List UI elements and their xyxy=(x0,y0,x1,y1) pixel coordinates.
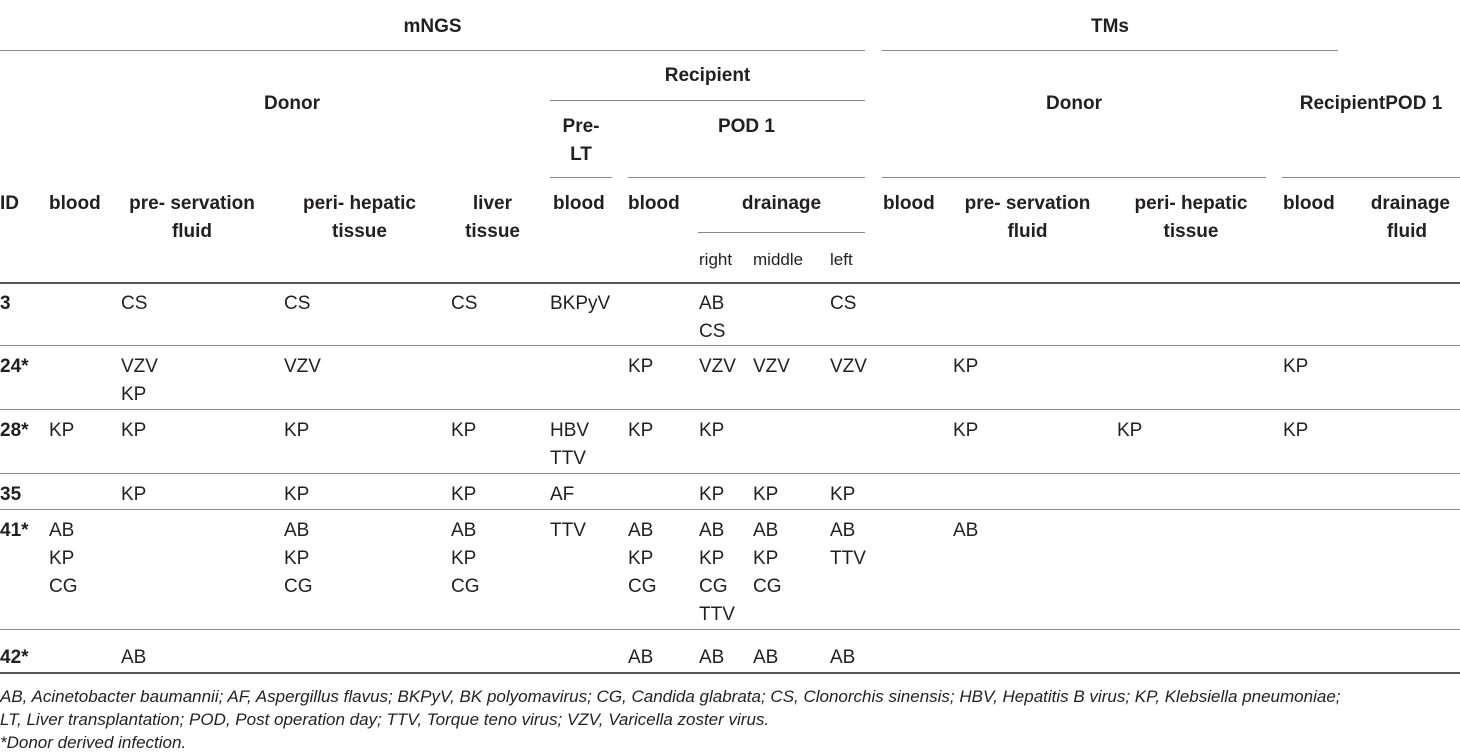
table-cell-r-pre: HBV TTV xyxy=(550,420,590,469)
rule-tms-recipient xyxy=(1282,177,1460,178)
rule-pre-lt xyxy=(550,177,612,178)
rule-pod1 xyxy=(628,177,865,178)
header-drainage: drainage xyxy=(741,193,822,214)
table-cell-dr-left: KP xyxy=(830,484,856,505)
table-cell-d-pres: KP xyxy=(121,420,147,441)
header-perihepatic-1: peri- hepatic xyxy=(303,193,416,214)
table-cell-t-pres: AB xyxy=(953,520,979,541)
header-id: ID xyxy=(0,193,19,214)
header-middle: middle xyxy=(753,250,804,269)
header-tms-pres-2: fluid xyxy=(1007,221,1048,242)
header-pod1: POD 1 xyxy=(717,116,776,137)
header-tms-drain-2: fluid xyxy=(1386,221,1427,242)
table-cell-dr-right: AB KP CG TTV xyxy=(699,520,735,625)
table-cell-t-rblood: KP xyxy=(1283,356,1309,377)
table-cell-r-pre: TTV xyxy=(550,520,586,541)
table-cell-dr-right: AB xyxy=(699,647,725,668)
table-cell-dr-right: KP xyxy=(699,484,725,505)
row-divider xyxy=(0,409,1460,410)
header-tms: TMs xyxy=(1091,16,1129,37)
table-cell-dr-left: VZV xyxy=(830,356,867,377)
rule-tms xyxy=(882,50,1338,51)
header-bottom-rule xyxy=(0,282,1460,284)
header-preservation-1: pre- servation xyxy=(129,193,255,214)
table-cell-d-pres: KP xyxy=(121,484,147,505)
table-cell-t-peri: KP xyxy=(1117,420,1143,441)
table-cell-r-blood: KP xyxy=(628,420,654,441)
header-liver-1: liver xyxy=(472,193,512,214)
header-preservation-2: fluid xyxy=(171,221,213,242)
table-cell-d-peri: CS xyxy=(284,293,311,314)
table-cell-r-blood: AB KP CG xyxy=(628,520,657,597)
table-cell-d-pres: AB xyxy=(121,647,147,668)
table-cell-d-blood: KP xyxy=(49,420,75,441)
header-pre-lt-2: LT xyxy=(570,144,592,165)
table-cell-d-peri: AB KP CG xyxy=(284,520,313,597)
table-cell-id: 42* xyxy=(0,647,29,668)
header-tms-blood: blood xyxy=(883,193,935,214)
table-cell-dr-right: AB CS xyxy=(699,293,726,342)
table-cell-d-pres: VZV KP xyxy=(121,356,158,405)
table-cell-d-liver: KP xyxy=(451,484,477,505)
table-cell-dr-right: KP xyxy=(699,420,725,441)
row-divider xyxy=(0,345,1460,346)
header-liver-2: tissue xyxy=(465,221,520,242)
header-recip-pod-blood: blood xyxy=(628,193,680,214)
rule-recipient xyxy=(550,100,865,101)
table-cell-d-blood: AB KP CG xyxy=(49,520,78,597)
header-donor-blood: blood xyxy=(49,193,101,214)
header-tms-recipient-pod1: RecipientPOD 1 xyxy=(1299,93,1443,114)
row-divider xyxy=(0,473,1460,474)
table-cell-t-pres: KP xyxy=(953,356,979,377)
table-cell-d-pres: CS xyxy=(121,293,148,314)
header-tms-drain-1: drainage xyxy=(1370,193,1450,214)
header-recip-pre-blood: blood xyxy=(553,193,605,214)
table-cell-r-blood: AB xyxy=(628,647,654,668)
table-cell-r-blood: KP xyxy=(628,356,654,377)
footnote-donor-note: *Donor derived infection. xyxy=(0,733,187,752)
header-mngs: mNGS xyxy=(403,16,462,37)
table-cell-dr-left: AB xyxy=(830,647,856,668)
table-cell-r-pre: AF xyxy=(550,484,575,505)
table-cell-id: 3 xyxy=(0,293,11,314)
header-recipient: Recipient xyxy=(664,65,751,86)
table-cell-d-liver: AB KP CG xyxy=(451,520,480,597)
table-cell-dr-right: VZV xyxy=(699,356,736,377)
table-cell-id: 41* xyxy=(0,520,29,541)
table-cell-dr-middle: VZV xyxy=(753,356,790,377)
row-divider xyxy=(0,629,1460,630)
header-left: left xyxy=(830,250,853,269)
table-cell-d-liver: KP xyxy=(451,420,477,441)
header-tms-rblood: blood xyxy=(1283,193,1335,214)
table-cell-dr-middle: AB KP CG xyxy=(753,520,782,597)
table-cell-dr-left: CS xyxy=(830,293,857,314)
table-cell-id: 35 xyxy=(0,484,22,505)
header-tms-pres-1: pre- servation xyxy=(964,193,1091,214)
table-cell-d-peri: VZV xyxy=(284,356,321,377)
table-cell-id: 24* xyxy=(0,356,29,377)
header-perihepatic-2: tissue xyxy=(332,221,387,242)
table-cell-r-pre: BKPyV xyxy=(550,293,611,314)
rule-drainage xyxy=(698,232,865,233)
footnote-abbrev-2: LT, Liver transplantation; POD, Post operation day; TTV, Torque teno virus; VZV, Varicella zoster virus. xyxy=(0,710,770,729)
table-cell-dr-left: AB TTV xyxy=(830,520,866,569)
header-tms-donor: Donor xyxy=(1046,93,1102,114)
table-bottom-rule xyxy=(0,672,1460,674)
table-cell-dr-middle: AB xyxy=(753,647,779,668)
footnote-abbrev-1: AB, Acinetobacter baumannii; AF, Aspergillus flavus; BKPyV, BK polyomavirus; CG, Candida glabrata; CS, Clonorchis sinensis; HBV, Hepatitis B virus; KP, Klebsiella pneumoniae; xyxy=(0,687,1341,706)
table-cell-t-rblood: KP xyxy=(1283,420,1309,441)
table-cell-t-pres: KP xyxy=(953,420,979,441)
header-pre-lt-1: Pre- xyxy=(562,116,600,137)
header-donor: Donor xyxy=(264,93,320,114)
table-cell-id: 28* xyxy=(0,420,29,441)
table-cell-dr-middle: KP xyxy=(753,484,779,505)
table-cell-d-peri: KP xyxy=(284,420,310,441)
rule-tms-donor xyxy=(882,177,1266,178)
row-divider xyxy=(0,509,1460,510)
header-right: right xyxy=(699,250,733,269)
table-cell-d-peri: KP xyxy=(284,484,310,505)
header-tms-peri-1: peri- hepatic xyxy=(1134,193,1248,214)
table-cell-d-liver: CS xyxy=(451,293,478,314)
header-tms-peri-2: tissue xyxy=(1163,221,1219,242)
rule-mngs xyxy=(0,50,865,51)
